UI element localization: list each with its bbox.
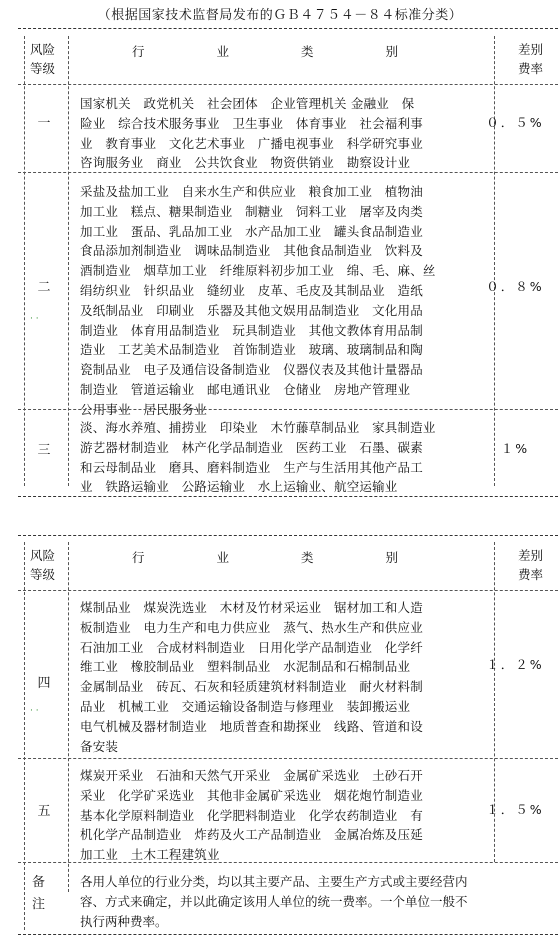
- scan-mark: · ·: [30, 706, 39, 716]
- header-risk-line2: 等级: [30, 567, 56, 582]
- category-list-grade-4: [80, 598, 478, 756]
- category-line: 公用事业 居民服务业: [80, 401, 208, 417]
- rate-grade-1: ０．５%: [486, 115, 544, 130]
- rate-grade-2: ０．８%: [486, 279, 544, 294]
- header-risk-line2: 等级: [30, 61, 56, 76]
- row-rule: [18, 758, 558, 759]
- category-line: 绢纺织业 针织品业 缝纫业 皮革、毛皮及其制品业 造纸: [80, 282, 423, 298]
- note-text: [80, 872, 520, 931]
- category-line: 及纸制品业 印刷业 乐器及其他文娱用品制造业 文化用品: [80, 302, 423, 318]
- header-risk-grade: [30, 40, 55, 78]
- category-line: 造业 工艺美术品制造业 首饰制造业 玻璃、玻璃制品和陶: [80, 342, 423, 358]
- category-line: 备安装: [80, 738, 119, 754]
- category-list-grade-2: [80, 182, 478, 420]
- category-line: 业 教育事业 文化艺术事业 广播电视事业 科学研究事业: [80, 135, 423, 151]
- category-line: 采业 化学矿采选业 其他非金属矿采选业 烟花炮竹制造业: [80, 787, 423, 803]
- category-list-grade-5: [80, 766, 478, 865]
- category-line: 加工业 蛋品、乳品加工业 水产品加工业 罐头食品制造业: [80, 223, 423, 239]
- header-rule: [18, 84, 558, 85]
- left-border: [24, 542, 25, 930]
- category-line: 煤炭开采业 石油和天然气开采业 金属矿采选业 土砂石开: [80, 768, 423, 783]
- rate-grade-5: １．５%: [486, 802, 544, 817]
- table-bottom-rule: [18, 934, 558, 935]
- grade-2: 二: [37, 280, 51, 295]
- note-label-line1: 备: [32, 875, 46, 890]
- category-line: 石油加工业 合成材料制造业 日用化学产品制造业 化学纤: [80, 639, 423, 655]
- table-top-rule: [18, 535, 558, 536]
- row-rule: [18, 862, 558, 863]
- header-rate-line2: 费率: [518, 61, 544, 76]
- header-category: 行 业 类 别: [132, 550, 432, 565]
- category-line: 基本化学原料制造业 化学肥料制造业 化学农药制造业 有: [80, 807, 423, 823]
- note-line: 容、方式来确定，并以此确定该用人单位的统一费率。一个单位一般不: [80, 893, 468, 909]
- grade-3: 三: [37, 443, 51, 458]
- rate-divider: [494, 36, 495, 486]
- note-label-line2: 注: [32, 897, 46, 912]
- note-label: [32, 872, 45, 916]
- header-risk-line1: 风险: [30, 42, 56, 57]
- category-line: 加工业 土木工程建筑业: [80, 847, 220, 863]
- header-category: 行 业 类 别: [132, 44, 432, 59]
- category-line: 加工业 糕点、糖果制造业 制糖业 饲料工业 屠宰及肉类: [80, 203, 423, 219]
- category-line: 制造业 管道运输业 邮电通讯业 仓储业 房地产管理业: [80, 381, 411, 397]
- header-risk-grade: [30, 546, 55, 584]
- header-rate: [518, 546, 543, 584]
- category-line: 品业 机械工业 交通运输设备制造与修理业 装卸搬运业: [80, 698, 411, 714]
- grade-divider: [68, 36, 69, 486]
- category-line: 酒制造业 烟草加工业 纤维原料初步加工业 绵、毛、麻、丝: [80, 263, 436, 279]
- category-list-grade-3: [80, 418, 478, 497]
- table-top-rule: [18, 28, 558, 29]
- header-rule: [18, 590, 558, 591]
- grade-1: 一: [37, 116, 51, 131]
- category-line: 咨询服务业 商业 公共饮食业 物资供销业 勘察设计业: [80, 155, 411, 171]
- category-line: 电气机械及器材制造业 地质普查和勘探业 线路、管道和设: [80, 718, 423, 734]
- category-line: 瓷制品业 电子及通信设备制造业 仪器仪表及其他计量器品: [80, 362, 423, 378]
- category-line: 淡、海水养殖、捕捞业 印染业 木竹藤草制品业 家具制造业: [80, 420, 436, 435]
- grade-5: 五: [37, 804, 51, 819]
- category-line: 机化学产品制造业 炸药及火工产品制造业 金属冶炼及压延: [80, 827, 423, 843]
- row-rule: [18, 172, 558, 173]
- rate-grade-3: １%: [500, 441, 530, 456]
- caption: （根据国家技术监督局发布的ＧＢ４７５４－８４标准分类）: [97, 8, 463, 23]
- header-rate-line2: 费率: [518, 567, 544, 582]
- category-line: 游艺器材制造业 林产化学品制造业 医药工业 石墨、碳素: [80, 439, 423, 455]
- row-rule: [18, 409, 558, 410]
- grade-divider: [68, 542, 69, 892]
- header-rate-line1: 差别: [518, 42, 544, 57]
- category-line: 煤制品业 煤炭洗选业 木材及竹材采运业 锯材加工和人造: [80, 600, 423, 615]
- category-line: 制造业 体育用品制造业 玩具制造业 其他文教体育用品制: [80, 322, 423, 338]
- category-line: 险业 综合技术服务事业 卫生事业 体育事业 社会福利事: [80, 115, 423, 131]
- grade-4: 四: [37, 676, 51, 691]
- category-line: 金属制品业 砖瓦、石灰和轻质建筑材料制造业 耐火材料制: [80, 679, 423, 695]
- category-list-grade-1: [80, 94, 478, 173]
- scan-mark: · ·: [30, 314, 39, 324]
- table-bottom-rule: [18, 496, 558, 497]
- category-line: 板制造业 电力生产和电力供应业 蒸气、热水生产和供应业: [80, 619, 423, 635]
- category-line: 国家机关 政党机关 社会团体 企业管理机关 金融业 保: [80, 96, 415, 111]
- category-line: 业 铁路运输业 公路运输业 水上运输业、航空运输业: [80, 479, 398, 495]
- header-rate-line1: 差别: [518, 548, 544, 563]
- category-line: 和云母制品业 磨具、磨料制造业 生产与生活用其他产品工: [80, 459, 423, 475]
- category-line: 维工业 橡胶制品业 塑料制品业 水泥制品和石棉制品业: [80, 659, 411, 675]
- left-border: [24, 36, 25, 486]
- category-line: 采盐及盐加工业 自来水生产和供应业 粮食加工业 植物油: [80, 184, 423, 199]
- rate-grade-4: １．２%: [486, 657, 544, 672]
- category-line: 食品添加剂制造业 调味品制造业 其他食品制造业 饮料及: [80, 243, 423, 259]
- note-line: 各用人单位的行业分类，均以其主要产品、主要生产方式或主要经营内: [80, 874, 468, 889]
- header-risk-line1: 风险: [30, 548, 56, 563]
- header-rate: [518, 40, 543, 78]
- note-line: 执行两种费率。: [80, 913, 168, 929]
